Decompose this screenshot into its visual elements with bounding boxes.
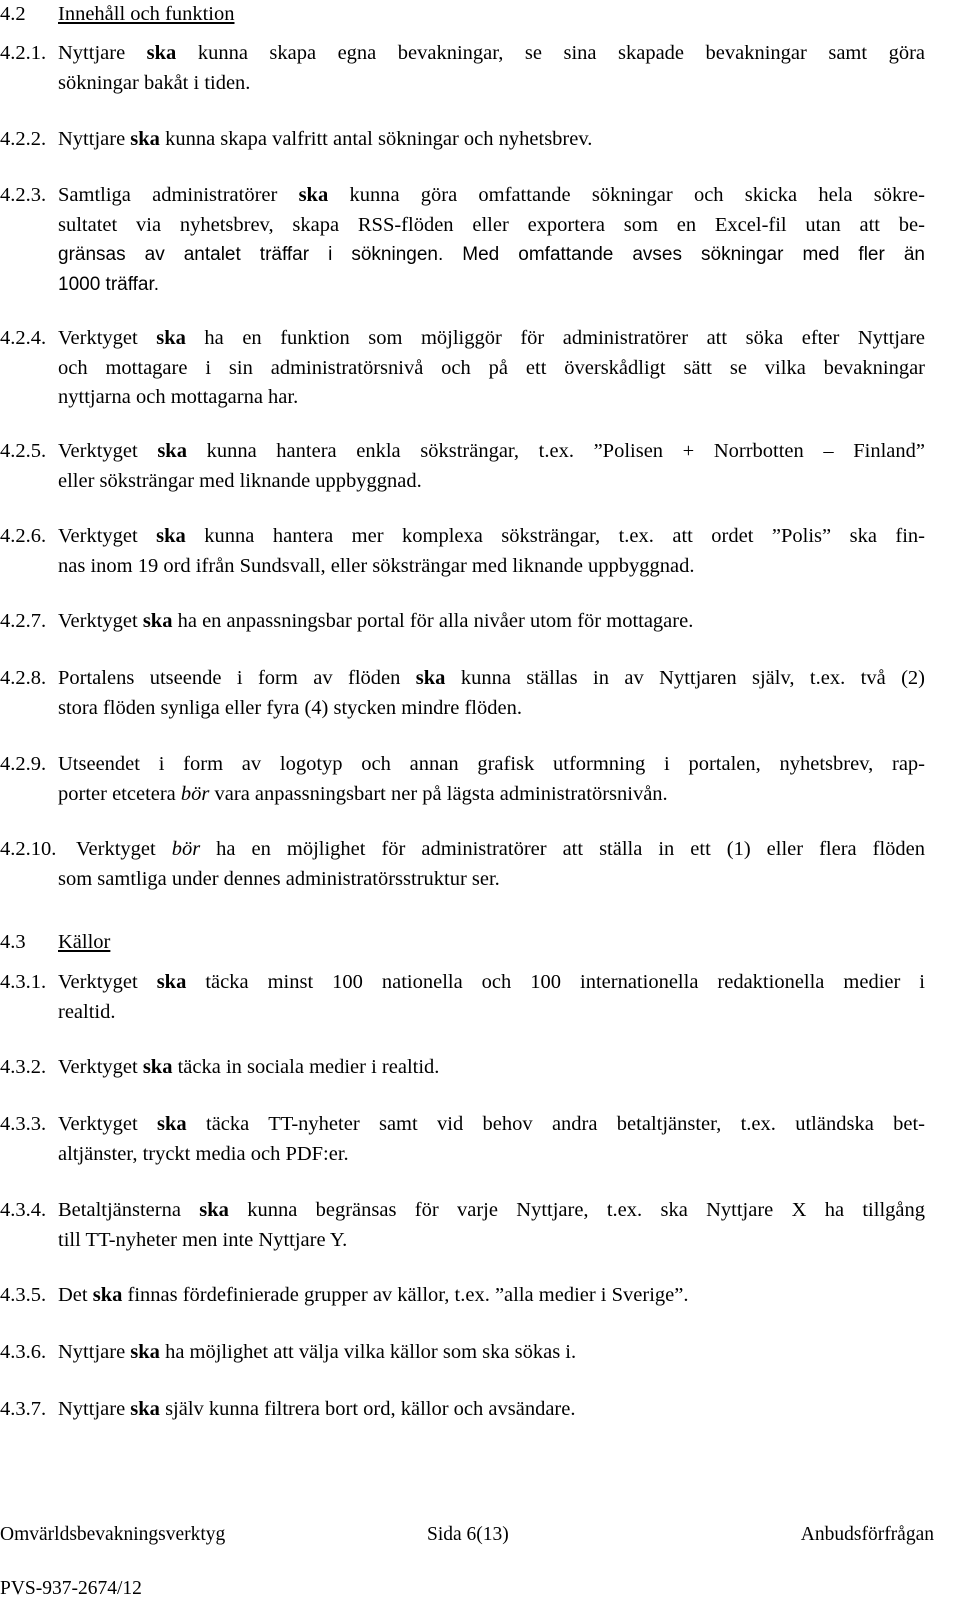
requirement-number: 4.2.4. [0,327,47,349]
requirement-4-3-1 [0,968,925,1027]
requirement-4-2-9 [0,750,925,809]
requirement-4-2-4 [0,324,925,413]
keyword-ska: ska [92,1284,123,1306]
page-footer [0,1522,960,1548]
requirement-4-2-5 [0,437,925,496]
keyword-ska: ska [156,525,186,547]
requirement-4-2-8 [0,664,925,723]
requirement-4-3-6 [0,1338,925,1368]
requirement-4-3-4 [0,1196,925,1255]
keyword-ska: ska [157,1113,187,1135]
section-number: 4.2 [0,3,26,25]
keyword-ska: ska [130,128,160,150]
requirement-text: Verktyget ska kunna hantera enkla söksträngar, t.ex. ”Polisen + Norrbotten – Finland” eller söksträngar med liknande uppbyggnad. [58,440,925,492]
requirement-4-2-3 [0,181,925,299]
requirement-text: Verktyget ska täcka in sociala medier i realtid. [58,1056,440,1078]
requirement-number: 4.3.3. [0,1113,47,1135]
requirement-text: Nyttjare ska kunna skapa egna bevakningar, se sina skapade bevakningar samt göra sökningar bakåt i tiden. [58,42,925,94]
requirement-text: Nyttjare ska själv kunna filtrera bort ord, källor och avsändare. [58,1398,576,1420]
requirement-number: 4.2.5. [0,440,47,462]
requirement-4-2-10: 4.2.10. Verktyget bör ha en möjlighet för administratörer att ställa in ett (1) eller flera flöden som samtliga under dennes administratörsstruktur ser. [0,835,925,894]
requirement-text: Verktyget ska ha en anpassningsbar portal för alla nivåer utom för mottagare. [58,610,694,632]
footer-document-name: Omvärldsbevakningsverktyg [0,1524,226,1545]
section-number: 4.3 [0,931,26,953]
requirement-text: Betaltjänsterna ska kunna begränsas för varje Nyttjare, t.ex. ska Nyttjare X ha tillgång till TT-nyheter men inte Nyttjare Y. [58,1199,925,1251]
requirement-text: Verktyget bör ha en möjlighet för administratörer att ställa in ett (1) eller flera flöden [76,838,925,860]
requirement-text: Samtliga administratörer ska kunna göra omfattande sökningar och skicka hela sökre- sultatet via nyhetsbrev, skapa RSS-flöden eller exportera som en Excel-fil utan att be- gränsas av antalet träffar i sökningen. Med omfattande avses sökningar med fler än 1000 träffar. [58,184,925,295]
keyword-ska: ska [157,440,187,462]
requirement-text: Verktyget ska täcka minst 100 nationella och 100 internationella redaktionella medier i realtid. [58,971,926,1023]
keyword-ska: ska [146,42,177,64]
section-heading-4-3 [0,928,110,956]
requirement-number: 4.3.2. [0,1056,47,1078]
keyword-ska: ska [130,1398,160,1420]
requirement-text: Verktyget ska kunna hantera mer komplexa söksträngar, t.ex. att ordet ”Polis” ska fin- nas inom 19 ord ifrån Sundsvall, eller söksträngar med liknande uppbyggnad. [58,525,925,577]
requirement-number: 4.2.10. [0,838,57,860]
keyword-ska: ska [130,1341,160,1363]
requirement-number: 4.3.4. [0,1199,47,1221]
requirement-4-2-2 [0,125,925,155]
keyword-bor: bör [180,782,210,805]
requirement-number: 4.3.5. [0,1284,47,1306]
requirement-text: Nyttjare ska ha möjlighet att välja vilka källor som ska sökas i. [58,1341,577,1363]
requirement-text: Utseendet i form av logotyp och annan grafisk utformning i portalen, nyhetsbrev, rap- porter etcetera bör vara anpassningsbart ner på lägsta administratörsnivån. [58,753,925,805]
section-heading-4-2 [0,0,234,28]
section-title: Källor [58,931,111,953]
keyword-ska: ska [415,667,446,689]
requirement-text: Verktyget ska täcka TT-nyheter samt vid behov andra betaltjänster, t.ex. utländska bet- altjänster, tryckt media och PDF:er. [58,1113,925,1165]
requirement-4-3-2 [0,1053,925,1083]
requirement-text: Nyttjare ska kunna skapa valfritt antal sökningar och nyhetsbrev. [58,128,593,150]
footer-page-number: Sida 6(13) [427,1524,509,1545]
requirement-4-3-3 [0,1110,925,1169]
footer-document-type: Anbudsförfrågan [800,1524,934,1545]
requirement-number: 4.2.6. [0,525,47,547]
keyword-ska: ska [298,184,329,206]
requirement-number: 4.3.1. [0,971,47,993]
requirement-text: Portalens utseende i form av flöden ska kunna ställas in av Nyttjaren själv, t.ex. två (2) stora flöden synliga eller fyra (4) stycken mindre flöden. [58,667,925,719]
requirement-number: 4.3.7. [0,1398,47,1420]
keyword-ska: ska [156,971,187,993]
requirement-4-2-6 [0,522,925,581]
requirement-4-3-7 [0,1395,925,1425]
keyword-ska: ska [142,610,173,632]
requirement-number: 4.2.7. [0,610,47,632]
requirement-text: Verktyget ska ha en funktion som möjliggör för administratörer att söka efter Nyttjare och mottagare i sin administratörsnivå och på ett överskådligt sätt se vilka bevakningar nyttjarna och mottagarna har. [58,327,925,408]
requirement-number: 4.2.9. [0,753,47,775]
requirement-number: 4.3.6. [0,1341,47,1363]
requirement-number: 4.2.3. [0,184,47,206]
section-title: Innehåll och funktion [58,3,235,25]
requirement-4-3-5 [0,1281,925,1311]
requirement-number: 4.2.8. [0,667,47,689]
requirement-number: 4.2.2. [0,128,47,150]
keyword-bor: bör [171,838,201,860]
requirement-4-2-1 [0,39,925,98]
footer-reference-number: PVS-937-2674/12 [0,1578,142,1599]
requirement-4-2-7 [0,607,925,637]
requirement-text: Det ska finnas fördefinierade grupper av källor, t.ex. ”alla medier i Sverige”. [58,1284,689,1306]
keyword-ska: ska [199,1199,229,1221]
requirement-number: 4.2.1. [0,42,47,64]
keyword-ska: ska [156,327,186,349]
keyword-ska: ska [142,1056,173,1078]
